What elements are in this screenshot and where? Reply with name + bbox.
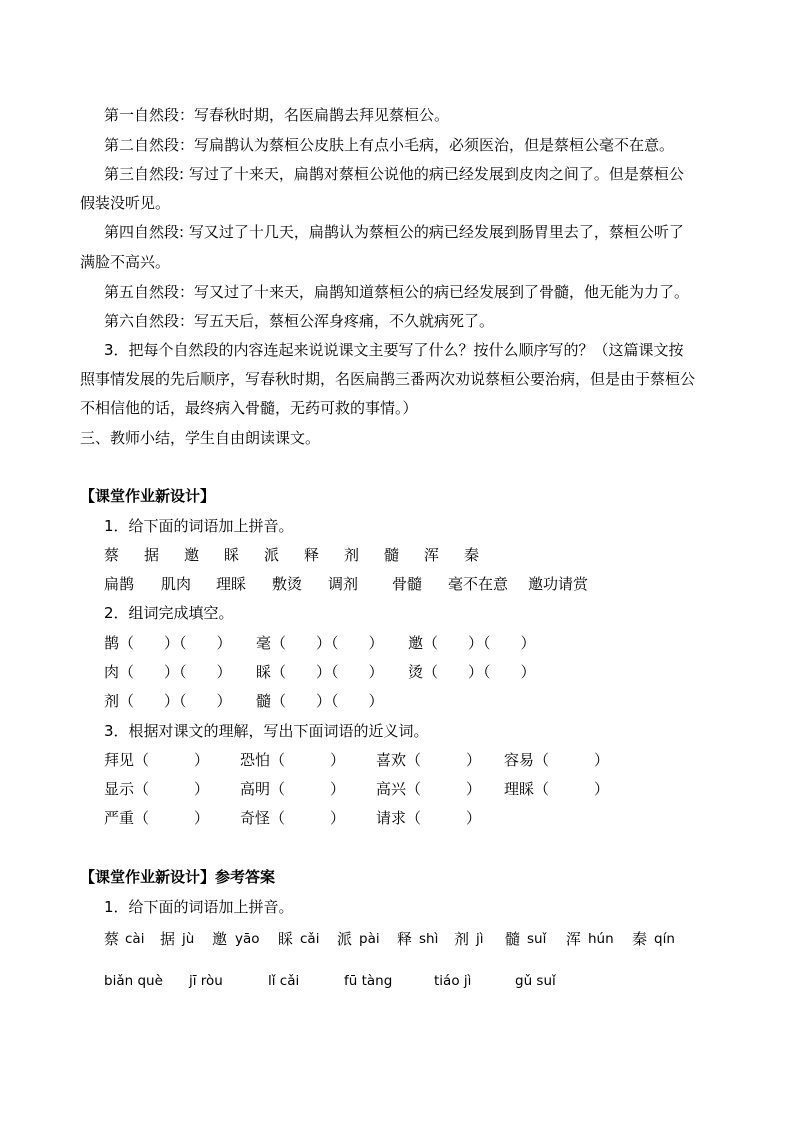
answer-pinyin: cǎi xyxy=(300,931,320,947)
synonym-row-1 xyxy=(0,750,794,770)
answer-char: 邀 xyxy=(212,930,228,948)
answer-word-pinyin: tiáo jì xyxy=(434,973,472,989)
answers-q1: 1．给下面的词语加上拼音。 xyxy=(104,898,294,916)
char-item: 蔡 xyxy=(104,546,120,564)
answer-word-pinyin: gǔ suǐ xyxy=(515,973,556,989)
answer-char: 秦 xyxy=(632,930,648,948)
paragraph-summary-6: 第六自然段：写五天后，蔡桓公浑身疼痛，不久就病死了。 xyxy=(104,312,495,330)
answer-word-pinyin: fū tàng xyxy=(344,973,393,989)
fill-blank-item: 烫（ ）（ ） xyxy=(408,663,536,681)
answer-pinyin: shì xyxy=(419,931,439,947)
word-pinyin-row xyxy=(0,971,794,991)
char-item: 邀 xyxy=(184,546,200,564)
char-item: 睬 xyxy=(224,546,240,564)
word-item: 骨髓 xyxy=(392,575,423,593)
paragraph-summary-1: 第一自然段：写春秋时期，名医扁鹊去拜见蔡桓公。 xyxy=(104,106,450,124)
answer-char: 派 xyxy=(337,930,353,948)
answer-word-pinyin: jī ròu xyxy=(189,973,223,989)
teacher-summary-heading: 三、教师小结，学生自由朗读课文。 xyxy=(80,429,321,447)
answer-word-pinyin: lǐ cǎi xyxy=(268,973,300,989)
synonym-item: 严重（ ） xyxy=(104,809,210,827)
answer-pinyin: qín xyxy=(654,931,675,947)
paragraph-summary-3-cont: 假装没听见。 xyxy=(80,194,171,212)
synonym-item: 显示（ ） xyxy=(104,780,210,798)
char-item: 派 xyxy=(264,546,280,564)
fill-blank-item: 毫（ ）（ ） xyxy=(256,634,384,652)
word-item: 理睬 xyxy=(216,575,247,593)
char-item: 浑 xyxy=(424,546,440,564)
word-item: 毫不在意 xyxy=(448,575,509,593)
synonym-item: 容易（ ） xyxy=(504,751,610,769)
synonym-item: 理睬（ ） xyxy=(504,780,610,798)
answer-word-pinyin: biǎn què xyxy=(104,973,163,989)
words-row xyxy=(0,574,794,594)
answer-char: 睬 xyxy=(278,930,294,948)
question-3-line-1: 3．把每个自然段的内容连起来说说课文主要写了什么？按什么顺序写的？（这篇课文按 xyxy=(104,341,684,359)
fill-blank-item: 肉（ ）（ ） xyxy=(104,663,232,681)
synonym-row-2 xyxy=(0,779,794,799)
answer-char: 释 xyxy=(397,930,413,948)
fill-blank-item: 髓（ ）（ ） xyxy=(256,692,384,710)
paragraph-summary-4: 第四自然段: 写又过了十几天，扁鹊认为蔡桓公的病已经发展到肠胃里去了，蔡桓公听了 xyxy=(104,223,684,241)
paragraph-summary-5: 第五自然段：写又过了十来天，扁鹊知道蔡桓公的病已经发展到了骨髓，他无能为力了。 xyxy=(104,283,690,301)
answer-pinyin: cài xyxy=(125,931,145,947)
paragraph-summary-2: 第二自然段：写扁鹊认为蔡桓公皮肤上有点小毛病，必须医治，但是蔡桓公毫不在意。 xyxy=(104,136,675,154)
fill-row-1 xyxy=(0,633,794,653)
answer-pinyin: jù xyxy=(182,931,195,947)
fill-blank-item: 剂（ ）（ ） xyxy=(104,692,232,710)
fill-blank-item: 睬（ ）（ ） xyxy=(256,663,384,681)
synonym-item: 高兴（ ） xyxy=(376,780,482,798)
answer-char: 髓 xyxy=(505,930,521,948)
answer-char: 浑 xyxy=(566,930,582,948)
fill-blank-item: 邀（ ）（ ） xyxy=(408,634,536,652)
answer-char: 据 xyxy=(160,930,176,948)
answer-char: 剂 xyxy=(454,930,470,948)
synonym-item: 喜欢（ ） xyxy=(376,751,482,769)
paragraph-summary-4-cont: 满脸不高兴。 xyxy=(80,253,171,271)
char-item: 髓 xyxy=(384,546,400,564)
synonym-item: 恐怕（ ） xyxy=(240,751,346,769)
chars-row xyxy=(0,545,794,565)
paragraph-summary-3: 第三自然段: 写过了十来天，扁鹊对蔡桓公说他的病已经发展到皮肉之间了。但是蔡桓公 xyxy=(104,165,684,183)
question-3-line-3: 不相信他的话，最终病入骨髓，无药可救的事情。） xyxy=(80,399,418,417)
answer-pinyin: pài xyxy=(359,931,380,947)
char-item: 秦 xyxy=(464,546,480,564)
fill-row-3 xyxy=(0,691,794,711)
homework-title: 【课堂作业新设计】 xyxy=(80,487,216,505)
fill-row-2 xyxy=(0,662,794,682)
word-item: 肌肉 xyxy=(161,575,192,593)
synonym-item: 奇怪（ ） xyxy=(240,809,346,827)
answer-pinyin: yāo xyxy=(235,931,260,947)
synonym-row-3 xyxy=(0,808,794,828)
char-item: 释 xyxy=(304,546,320,564)
synonym-item: 拜见（ ） xyxy=(104,751,210,769)
char-pinyin-row xyxy=(0,929,794,949)
word-item: 调剂 xyxy=(328,575,359,593)
answers-title: 【课堂作业新设计】参考答案 xyxy=(80,868,276,886)
word-item: 扁鹊 xyxy=(104,575,135,593)
synonym-item: 高明（ ） xyxy=(240,780,346,798)
fill-blank-item: 鹊（ ）（ ） xyxy=(104,634,232,652)
homework-q1: 1．给下面的词语加上拼音。 xyxy=(104,517,294,535)
answer-pinyin: suǐ xyxy=(527,931,547,947)
homework-q2: 2．组词完成填空。 xyxy=(104,604,234,622)
char-item: 据 xyxy=(144,546,160,564)
question-3-line-2: 照事情发展的先后顺序，写春秋时期，名医扁鹊三番两次劝说蔡桓公要治病，但是由于蔡桓公 xyxy=(80,370,696,388)
answer-pinyin: hún xyxy=(588,931,614,947)
homework-q3: 3．根据对课文的理解，写出下面词语的近义词。 xyxy=(104,722,429,740)
word-item: 敷烫 xyxy=(272,575,303,593)
word-item: 邀功请赏 xyxy=(528,575,589,593)
answer-pinyin: jì xyxy=(476,931,484,947)
synonym-item: 请求（ ） xyxy=(376,809,482,827)
char-item: 剂 xyxy=(344,546,360,564)
answer-char: 蔡 xyxy=(104,930,120,948)
